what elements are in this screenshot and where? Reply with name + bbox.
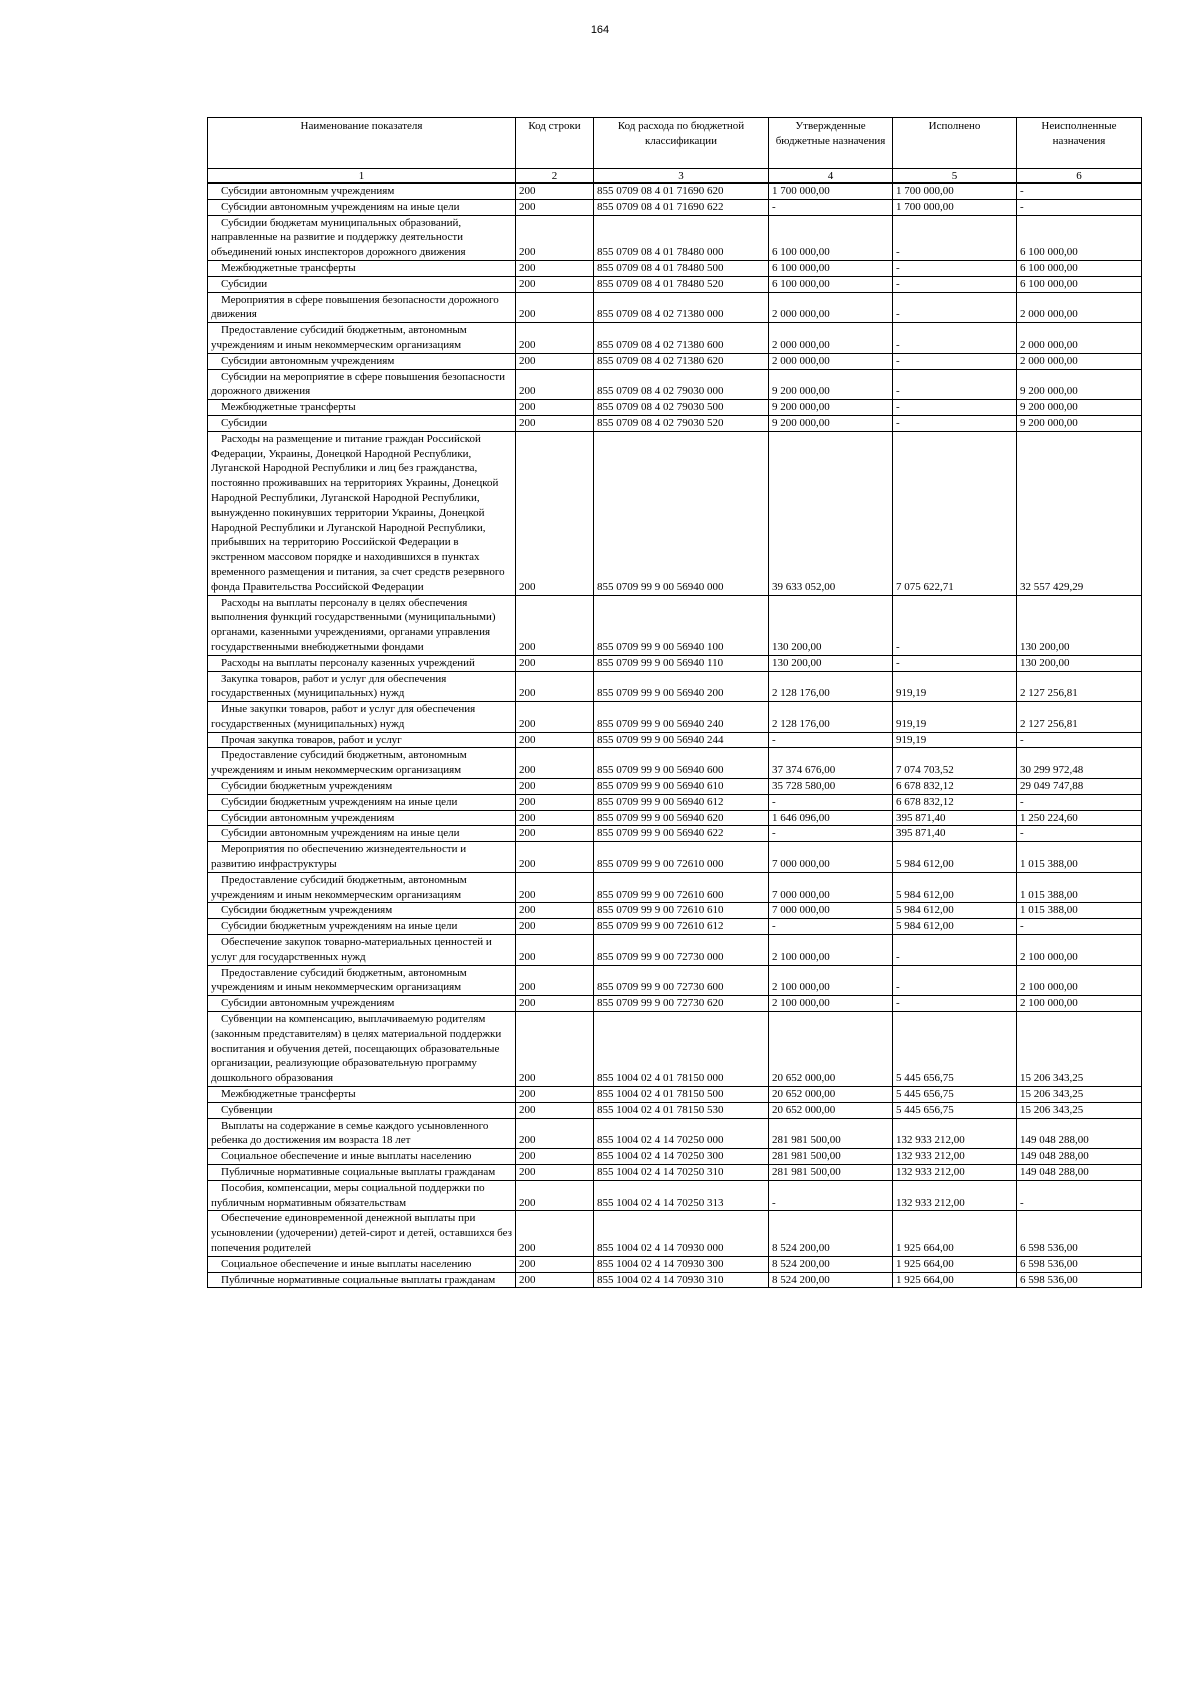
row-expense-code: 855 0709 99 9 00 72610 610 (594, 903, 769, 919)
row-expense-code: 855 0709 99 9 00 56940 620 (594, 810, 769, 826)
row-approved: 6 100 000,00 (769, 215, 893, 260)
column-number-row (208, 169, 1142, 184)
row-name: Публичные нормативные социальные выплаты гражданам (208, 1272, 516, 1288)
row-approved: 7 000 000,00 (769, 872, 893, 903)
row-unexecuted: 6 598 536,00 (1017, 1211, 1142, 1256)
row-unexecuted: 6 598 536,00 (1017, 1272, 1142, 1288)
row-line-code: 200 (516, 292, 594, 323)
row-line-code: 200 (516, 1087, 594, 1103)
row-name: Субсидии бюджетам муниципальных образований, направленные на развитие и поддержку деятельности объединений юных инспекторов дорожного движения (208, 215, 516, 260)
row-expense-code: 855 0709 08 4 01 78480 520 (594, 276, 769, 292)
column-number: 5 (893, 169, 1017, 184)
row-executed: 919,19 (893, 702, 1017, 733)
row-executed: - (893, 215, 1017, 260)
table-row (208, 292, 1142, 323)
row-unexecuted: 2 100 000,00 (1017, 965, 1142, 996)
row-executed: 919,19 (893, 671, 1017, 702)
table-row (208, 671, 1142, 702)
row-expense-code: 855 0709 08 4 01 71690 620 (594, 183, 769, 199)
table-row (208, 732, 1142, 748)
row-unexecuted: 149 048 288,00 (1017, 1149, 1142, 1165)
row-approved: - (769, 732, 893, 748)
row-name: Публичные нормативные социальные выплаты гражданам (208, 1165, 516, 1181)
row-executed: - (893, 260, 1017, 276)
row-expense-code: 855 0709 99 9 00 56940 612 (594, 794, 769, 810)
table-row (208, 1211, 1142, 1256)
row-unexecuted: 1 250 224,60 (1017, 810, 1142, 826)
row-executed: 5 984 612,00 (893, 903, 1017, 919)
row-line-code: 200 (516, 655, 594, 671)
row-approved: 8 524 200,00 (769, 1211, 893, 1256)
row-unexecuted: 30 299 972,48 (1017, 748, 1142, 779)
row-expense-code: 855 0709 99 9 00 72610 612 (594, 919, 769, 935)
row-approved: 2 000 000,00 (769, 292, 893, 323)
table-row (208, 415, 1142, 431)
row-unexecuted: 2 127 256,81 (1017, 702, 1142, 733)
row-executed: - (893, 323, 1017, 354)
row-line-code: 200 (516, 323, 594, 354)
row-unexecuted: 15 206 343,25 (1017, 1087, 1142, 1103)
row-name: Пособия, компенсации, меры социальной поддержки по публичным нормативным обязательствам (208, 1180, 516, 1211)
row-approved: 20 652 000,00 (769, 1012, 893, 1087)
row-approved: 7 000 000,00 (769, 842, 893, 873)
row-approved: 35 728 580,00 (769, 779, 893, 795)
row-unexecuted: 130 200,00 (1017, 595, 1142, 655)
table-row (208, 1180, 1142, 1211)
table-row (208, 702, 1142, 733)
row-expense-code: 855 0709 99 9 00 56940 600 (594, 748, 769, 779)
table-row (208, 431, 1142, 595)
table-row (208, 935, 1142, 966)
row-executed: 132 933 212,00 (893, 1149, 1017, 1165)
row-name: Расходы на выплаты персоналу казенных учреждений (208, 655, 516, 671)
row-line-code: 200 (516, 702, 594, 733)
row-executed: - (893, 415, 1017, 431)
table-row (208, 996, 1142, 1012)
row-approved: 281 981 500,00 (769, 1118, 893, 1149)
row-unexecuted: 15 206 343,25 (1017, 1102, 1142, 1118)
row-line-code: 200 (516, 199, 594, 215)
row-name: Предоставление субсидий бюджетным, автономным учреждениям и иным некоммерческим организациям (208, 965, 516, 996)
row-name: Расходы на выплаты персоналу в целях обеспечения выполнения функций государственными (муниципальными) органами, казенными учреждениями, органами управления государственными внебюджетными фондами (208, 595, 516, 655)
row-line-code: 200 (516, 810, 594, 826)
row-name: Межбюджетные трансферты (208, 400, 516, 416)
row-executed: 6 678 832,12 (893, 779, 1017, 795)
table-row (208, 748, 1142, 779)
table-row (208, 353, 1142, 369)
table-row (208, 1256, 1142, 1272)
row-executed: 5 984 612,00 (893, 842, 1017, 873)
row-approved: 281 981 500,00 (769, 1165, 893, 1181)
row-expense-code: 855 1004 02 4 14 70250 000 (594, 1118, 769, 1149)
table-row (208, 215, 1142, 260)
row-line-code: 200 (516, 183, 594, 199)
row-unexecuted: - (1017, 183, 1142, 199)
row-expense-code: 855 1004 02 4 14 70250 313 (594, 1180, 769, 1211)
row-unexecuted: 6 100 000,00 (1017, 260, 1142, 276)
row-line-code: 200 (516, 935, 594, 966)
row-expense-code: 855 0709 08 4 01 78480 000 (594, 215, 769, 260)
row-expense-code: 855 1004 02 4 14 70250 310 (594, 1165, 769, 1181)
row-approved: 8 524 200,00 (769, 1272, 893, 1288)
column-number: 1 (208, 169, 516, 184)
row-line-code: 200 (516, 1118, 594, 1149)
row-unexecuted: 6 100 000,00 (1017, 276, 1142, 292)
row-expense-code: 855 0709 99 9 00 56940 100 (594, 595, 769, 655)
row-expense-code: 855 1004 02 4 01 78150 000 (594, 1012, 769, 1087)
row-unexecuted: - (1017, 1180, 1142, 1211)
table-row (208, 1012, 1142, 1087)
row-approved: 1 700 000,00 (769, 183, 893, 199)
row-name: Мероприятия по обеспечению жизнедеятельности и развитию инфраструктуры (208, 842, 516, 873)
row-name: Выплаты на содержание в семье каждого усыновленного ребенка до достижения им возраста 18 лет (208, 1118, 516, 1149)
row-name: Межбюджетные трансферты (208, 260, 516, 276)
row-executed: 1 700 000,00 (893, 183, 1017, 199)
row-expense-code: 855 1004 02 4 01 78150 500 (594, 1087, 769, 1103)
header-unexecuted: Неисполненные назначения (1017, 118, 1142, 169)
row-name: Субсидии на мероприятие в сфере повышения безопасности дорожного движения (208, 369, 516, 400)
table-row (208, 779, 1142, 795)
header-expense-code: Код расхода по бюджетной классификации (594, 118, 769, 169)
row-executed: - (893, 292, 1017, 323)
row-name: Межбюджетные трансферты (208, 1087, 516, 1103)
row-line-code: 200 (516, 1180, 594, 1211)
row-executed: - (893, 655, 1017, 671)
row-approved: 2 100 000,00 (769, 965, 893, 996)
row-unexecuted: 149 048 288,00 (1017, 1118, 1142, 1149)
table-row (208, 794, 1142, 810)
row-line-code: 200 (516, 1256, 594, 1272)
row-approved: 9 200 000,00 (769, 415, 893, 431)
table-row (208, 872, 1142, 903)
row-executed: 5 445 656,75 (893, 1102, 1017, 1118)
row-line-code: 200 (516, 903, 594, 919)
row-name: Обеспечение единовременной денежной выплаты при усыновлении (удочерении) детей-сирот и детей, оставшихся без попечения родителей (208, 1211, 516, 1256)
row-unexecuted: 6 100 000,00 (1017, 215, 1142, 260)
row-line-code: 200 (516, 779, 594, 795)
row-expense-code: 855 0709 99 9 00 56940 610 (594, 779, 769, 795)
row-executed: 395 871,40 (893, 826, 1017, 842)
row-line-code: 200 (516, 1149, 594, 1165)
row-line-code: 200 (516, 794, 594, 810)
table-row (208, 595, 1142, 655)
column-number: 2 (516, 169, 594, 184)
row-unexecuted: 2 000 000,00 (1017, 292, 1142, 323)
row-approved: 6 100 000,00 (769, 260, 893, 276)
row-name: Субсидии (208, 415, 516, 431)
row-line-code: 200 (516, 260, 594, 276)
row-line-code: 200 (516, 996, 594, 1012)
row-approved: 281 981 500,00 (769, 1149, 893, 1165)
row-unexecuted: 15 206 343,25 (1017, 1012, 1142, 1087)
row-approved: 9 200 000,00 (769, 369, 893, 400)
row-executed: - (893, 369, 1017, 400)
row-expense-code: 855 0709 08 4 01 78480 500 (594, 260, 769, 276)
row-unexecuted: 2 127 256,81 (1017, 671, 1142, 702)
table-row (208, 1118, 1142, 1149)
row-approved: 20 652 000,00 (769, 1102, 893, 1118)
row-expense-code: 855 0709 08 4 02 71380 000 (594, 292, 769, 323)
row-unexecuted: 1 015 388,00 (1017, 903, 1142, 919)
row-unexecuted: 2 000 000,00 (1017, 353, 1142, 369)
row-approved: 37 374 676,00 (769, 748, 893, 779)
row-line-code: 200 (516, 415, 594, 431)
row-approved: 39 633 052,00 (769, 431, 893, 595)
row-unexecuted: 29 049 747,88 (1017, 779, 1142, 795)
row-line-code: 200 (516, 1012, 594, 1087)
column-number: 6 (1017, 169, 1142, 184)
column-number: 3 (594, 169, 769, 184)
row-approved: - (769, 794, 893, 810)
row-unexecuted: - (1017, 199, 1142, 215)
header-executed: Исполнено (893, 118, 1017, 169)
row-executed: - (893, 400, 1017, 416)
row-expense-code: 855 0709 08 4 02 79030 500 (594, 400, 769, 416)
row-expense-code: 855 0709 08 4 01 71690 622 (594, 199, 769, 215)
row-approved: - (769, 919, 893, 935)
row-line-code: 200 (516, 826, 594, 842)
table-row (208, 183, 1142, 199)
row-approved: 7 000 000,00 (769, 903, 893, 919)
row-name: Предоставление субсидий бюджетным, автономным учреждениям и иным некоммерческим организациям (208, 748, 516, 779)
header-approved: Утвержденные бюджетные назначения (769, 118, 893, 169)
row-executed: 7 075 622,71 (893, 431, 1017, 595)
table-row (208, 276, 1142, 292)
row-executed: 395 871,40 (893, 810, 1017, 826)
row-executed: 5 445 656,75 (893, 1012, 1017, 1087)
row-expense-code: 855 1004 02 4 01 78150 530 (594, 1102, 769, 1118)
row-approved: - (769, 826, 893, 842)
row-unexecuted: 1 015 388,00 (1017, 842, 1142, 873)
row-approved: 2 100 000,00 (769, 996, 893, 1012)
row-name: Субсидии автономным учреждениям (208, 353, 516, 369)
row-executed: 6 678 832,12 (893, 794, 1017, 810)
row-approved: 8 524 200,00 (769, 1256, 893, 1272)
row-name: Субвенции на компенсацию, выплачиваемую родителям (законным представителям) в целях материальной поддержки воспитания и обучения детей, посещающих образовательные организации, реализующие образовательную программу дошкольного образования (208, 1012, 516, 1087)
row-name: Субсидии бюджетным учреждениям на иные цели (208, 794, 516, 810)
table-row (208, 842, 1142, 873)
row-name: Расходы на размещение и питание граждан Российской Федерации, Украины, Донецкой Народной Республики, Луганской Народной Республики и лиц без гражданства, постоянно проживавших на территориях Украины, Донецкой Народной Республики, Луганской Народной Республики, вынужденно покинувших территории Украины, Донецкой Народной Республики и Луганской Народной Республики, прибывших на территорию Российской Федерации в экстренном массовом порядке и находившихся в пунктах временного размещения и питания, за счет средств резервного фонда Правительства Российской Федерации (208, 431, 516, 595)
row-name: Субсидии автономным учреждениям на иные цели (208, 826, 516, 842)
row-name: Субвенции (208, 1102, 516, 1118)
table-row (208, 199, 1142, 215)
row-expense-code: 855 0709 99 9 00 72730 000 (594, 935, 769, 966)
row-expense-code: 855 0709 99 9 00 56940 240 (594, 702, 769, 733)
table-row (208, 260, 1142, 276)
row-expense-code: 855 0709 99 9 00 72730 620 (594, 996, 769, 1012)
row-approved: 2 128 176,00 (769, 671, 893, 702)
header-indicator-name: Наименование показателя (208, 118, 516, 169)
row-line-code: 200 (516, 1102, 594, 1118)
row-executed: - (893, 965, 1017, 996)
row-expense-code: 855 1004 02 4 14 70930 000 (594, 1211, 769, 1256)
row-name: Субсидии автономным учреждениям (208, 183, 516, 199)
row-expense-code: 855 0709 99 9 00 56940 110 (594, 655, 769, 671)
row-unexecuted: 32 557 429,29 (1017, 431, 1142, 595)
row-expense-code: 855 1004 02 4 14 70930 310 (594, 1272, 769, 1288)
row-name: Субсидии бюджетным учреждениям на иные цели (208, 919, 516, 935)
table-row (208, 810, 1142, 826)
table-row (208, 1165, 1142, 1181)
row-line-code: 200 (516, 1165, 594, 1181)
row-unexecuted: 130 200,00 (1017, 655, 1142, 671)
row-name: Мероприятия в сфере повышения безопасности дорожного движения (208, 292, 516, 323)
row-line-code: 200 (516, 431, 594, 595)
table-row (208, 1087, 1142, 1103)
row-unexecuted: 6 598 536,00 (1017, 1256, 1142, 1272)
row-line-code: 200 (516, 1211, 594, 1256)
row-line-code: 200 (516, 595, 594, 655)
row-expense-code: 855 0709 99 9 00 56940 000 (594, 431, 769, 595)
row-name: Субсидии бюджетным учреждениям (208, 779, 516, 795)
row-expense-code: 855 0709 99 9 00 72730 600 (594, 965, 769, 996)
row-name: Субсидии автономным учреждениям на иные цели (208, 199, 516, 215)
table-row (208, 1102, 1142, 1118)
row-executed: 1 925 664,00 (893, 1256, 1017, 1272)
row-name: Субсидии автономным учреждениям (208, 810, 516, 826)
table-row (208, 655, 1142, 671)
row-unexecuted: - (1017, 919, 1142, 935)
row-unexecuted: 149 048 288,00 (1017, 1165, 1142, 1181)
table-row (208, 903, 1142, 919)
row-name: Предоставление субсидий бюджетным, автономным учреждениям и иным некоммерческим организациям (208, 323, 516, 354)
row-name: Закупка товаров, работ и услуг для обеспечения государственных (муниципальных) нужд (208, 671, 516, 702)
row-line-code: 200 (516, 919, 594, 935)
row-expense-code: 855 0709 08 4 02 79030 520 (594, 415, 769, 431)
row-unexecuted: 1 015 388,00 (1017, 872, 1142, 903)
row-executed: 919,19 (893, 732, 1017, 748)
table-row (208, 826, 1142, 842)
table-header-row (208, 118, 1142, 169)
row-approved: 9 200 000,00 (769, 400, 893, 416)
row-executed: 1 925 664,00 (893, 1272, 1017, 1288)
row-expense-code: 855 0709 99 9 00 72610 000 (594, 842, 769, 873)
row-expense-code: 855 0709 08 4 02 71380 600 (594, 323, 769, 354)
row-approved: 1 646 096,00 (769, 810, 893, 826)
row-unexecuted: - (1017, 732, 1142, 748)
table-body (208, 183, 1142, 1288)
row-name: Социальное обеспечение и иные выплаты населению (208, 1256, 516, 1272)
row-unexecuted: - (1017, 794, 1142, 810)
row-expense-code: 855 1004 02 4 14 70930 300 (594, 1256, 769, 1272)
row-name: Субсидии автономным учреждениям (208, 996, 516, 1012)
row-unexecuted: 2 100 000,00 (1017, 996, 1142, 1012)
row-name: Предоставление субсидий бюджетным, автономным учреждениям и иным некоммерческим организациям (208, 872, 516, 903)
row-approved: 6 100 000,00 (769, 276, 893, 292)
row-line-code: 200 (516, 842, 594, 873)
row-approved: 130 200,00 (769, 655, 893, 671)
row-line-code: 200 (516, 353, 594, 369)
row-executed: 1 925 664,00 (893, 1211, 1017, 1256)
row-executed: 132 933 212,00 (893, 1180, 1017, 1211)
table-row (208, 369, 1142, 400)
row-unexecuted: 2 000 000,00 (1017, 323, 1142, 354)
row-name: Социальное обеспечение и иные выплаты населению (208, 1149, 516, 1165)
row-line-code: 200 (516, 215, 594, 260)
row-executed: - (893, 276, 1017, 292)
row-executed: 7 074 703,52 (893, 748, 1017, 779)
row-expense-code: 855 0709 99 9 00 56940 622 (594, 826, 769, 842)
row-name: Субсидии (208, 276, 516, 292)
row-executed: 132 933 212,00 (893, 1118, 1017, 1149)
row-unexecuted: 9 200 000,00 (1017, 369, 1142, 400)
row-unexecuted: 9 200 000,00 (1017, 415, 1142, 431)
row-executed: - (893, 353, 1017, 369)
row-line-code: 200 (516, 1272, 594, 1288)
row-approved: - (769, 1180, 893, 1211)
header-line-code: Код строки (516, 118, 594, 169)
row-line-code: 200 (516, 965, 594, 996)
row-executed: 132 933 212,00 (893, 1165, 1017, 1181)
table-row (208, 1149, 1142, 1165)
row-unexecuted: - (1017, 826, 1142, 842)
column-number: 4 (769, 169, 893, 184)
row-unexecuted: 2 100 000,00 (1017, 935, 1142, 966)
row-expense-code: 855 1004 02 4 14 70250 300 (594, 1149, 769, 1165)
table-row (208, 919, 1142, 935)
row-line-code: 200 (516, 732, 594, 748)
row-line-code: 200 (516, 671, 594, 702)
row-approved: 2 000 000,00 (769, 353, 893, 369)
budget-execution-table (207, 117, 1142, 1288)
row-name: Иные закупки товаров, работ и услуг для обеспечения государственных (муниципальных) нужд (208, 702, 516, 733)
row-approved: 2 100 000,00 (769, 935, 893, 966)
page-number: 164 (590, 24, 610, 36)
row-executed: - (893, 996, 1017, 1012)
row-executed: 5 984 612,00 (893, 872, 1017, 903)
row-executed: 5 445 656,75 (893, 1087, 1017, 1103)
table-row (208, 400, 1142, 416)
table-row (208, 965, 1142, 996)
row-expense-code: 855 0709 99 9 00 56940 200 (594, 671, 769, 702)
row-approved: 2 128 176,00 (769, 702, 893, 733)
row-approved: 130 200,00 (769, 595, 893, 655)
row-name: Обеспечение закупок товарно-материальных ценностей и услуг для государственных нужд (208, 935, 516, 966)
row-expense-code: 855 0709 99 9 00 72610 600 (594, 872, 769, 903)
table-row (208, 1272, 1142, 1288)
row-approved: 2 000 000,00 (769, 323, 893, 354)
row-executed: 5 984 612,00 (893, 919, 1017, 935)
row-line-code: 200 (516, 369, 594, 400)
row-line-code: 200 (516, 400, 594, 416)
row-line-code: 200 (516, 872, 594, 903)
row-executed: 1 700 000,00 (893, 199, 1017, 215)
row-executed: - (893, 935, 1017, 966)
row-expense-code: 855 0709 08 4 02 79030 000 (594, 369, 769, 400)
row-executed: - (893, 595, 1017, 655)
row-approved: 20 652 000,00 (769, 1087, 893, 1103)
row-unexecuted: 9 200 000,00 (1017, 400, 1142, 416)
row-name: Субсидии бюджетным учреждениям (208, 903, 516, 919)
row-expense-code: 855 0709 99 9 00 56940 244 (594, 732, 769, 748)
row-line-code: 200 (516, 748, 594, 779)
table-row (208, 323, 1142, 354)
row-approved: - (769, 199, 893, 215)
row-name: Прочая закупка товаров, работ и услуг (208, 732, 516, 748)
row-line-code: 200 (516, 276, 594, 292)
row-expense-code: 855 0709 08 4 02 71380 620 (594, 353, 769, 369)
